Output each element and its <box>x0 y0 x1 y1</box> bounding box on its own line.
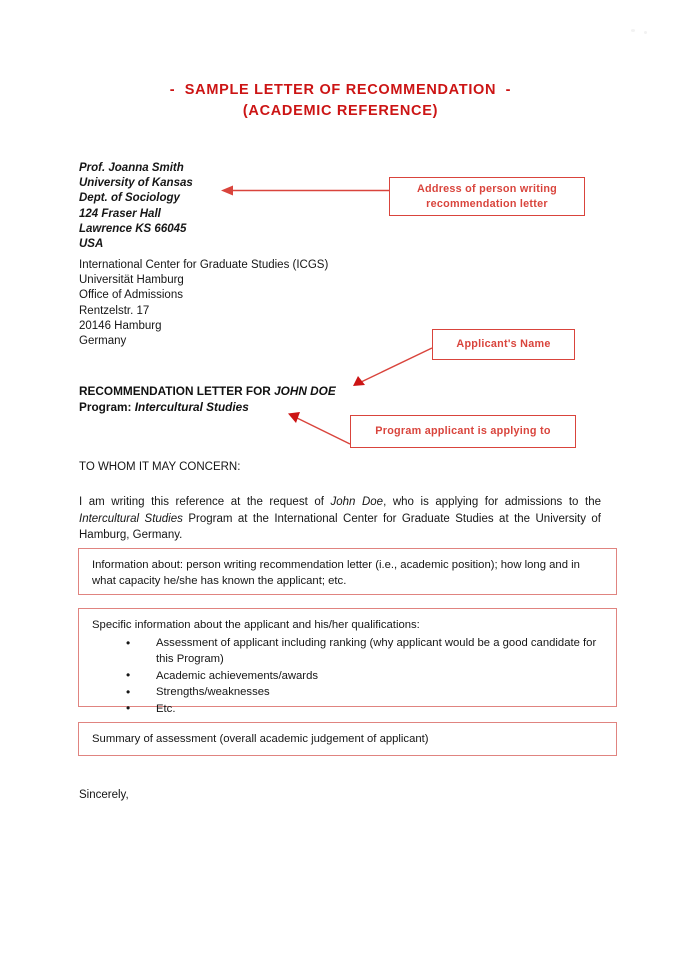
sender-address-line: 124 Fraser Hall <box>79 207 161 220</box>
callout-address-of-writer <box>389 177 585 216</box>
intro-text-part-1: I am writing this reference at the request of <box>79 496 331 508</box>
recommendation-heading <box>79 383 336 415</box>
arrow-to-program-name <box>288 412 350 444</box>
qualification-bullet-list <box>92 635 604 717</box>
recipient-address-line: International Center for Graduate Studies (ICGS) <box>79 259 329 271</box>
arrow-to-applicant-name <box>353 348 432 386</box>
intro-program-name: Intercultural Studies <box>79 512 183 525</box>
list-item: • Academic achievements/awards <box>126 668 604 684</box>
sender-address-line: Lawrence KS 66045 <box>79 222 187 235</box>
recommendation-program-line <box>79 399 336 415</box>
instruction-box-summary <box>78 722 617 756</box>
callout-program-applying-to <box>350 415 576 448</box>
recipient-address-line: 20146 Hamburg <box>79 319 162 332</box>
salutation: TO WHOM IT MAY CONCERN: <box>79 461 241 473</box>
recipient-address-line: Rentzelstr. 17 <box>79 304 150 317</box>
sender-address-line: University of Kansas <box>79 177 193 190</box>
signoff: Sincerely, <box>79 789 129 801</box>
program-label: Program: <box>79 400 135 414</box>
recommendation-label: RECOMMENDATION LETTER FOR <box>79 384 275 398</box>
intro-text-part-2: , who is applying for admissions to the <box>383 496 601 508</box>
callout-text: Address of person writing recommendation letter <box>416 182 558 210</box>
intro-paragraph <box>79 494 601 544</box>
callout-text: Applicant's Name <box>456 338 551 350</box>
list-item: • Strengths/weaknesses <box>126 684 604 700</box>
intro-applicant-name: John Doe <box>330 496 384 508</box>
title-line-1: - SAMPLE LETTER OF RECOMMENDATION - <box>169 82 512 98</box>
instruction-intro: Specific information about the applicant and his/her qualifications: <box>92 619 420 631</box>
instruction-box-applicant-qualifications <box>78 608 617 715</box>
list-item: • Etc. <box>126 701 604 717</box>
callout-applicants-name <box>432 329 575 360</box>
recipient-address-line: Universität Hamburg <box>79 274 184 287</box>
intro-text-part-3: Program at the International Center for Graduate Studies at the University of Hamburg, Germany. <box>79 512 602 541</box>
scan-artifact <box>644 31 647 34</box>
recommendation-subject-line <box>79 383 336 399</box>
sender-address-line: Dept. of Sociology <box>79 192 180 205</box>
arrow-to-sender-address <box>221 186 389 196</box>
title-line-2: (ACADEMIC REFERENCE) <box>242 103 439 119</box>
scan-artifact <box>631 29 635 32</box>
callout-text: Program applicant is applying to <box>375 425 551 437</box>
sender-address-line: Prof. Joanna Smith <box>79 162 184 174</box>
recipient-address-block <box>79 258 328 349</box>
document-title <box>0 80 681 122</box>
recipient-address-line: Office of Admissions <box>79 289 183 302</box>
applicant-name: JOHN DOE <box>274 384 336 398</box>
recipient-address-line: Germany <box>79 335 127 348</box>
sender-address-line: USA <box>79 238 104 251</box>
sender-address-block <box>79 161 193 252</box>
list-item: • Assessment of applicant including ranking (why applicant would be a good candidate for this Program) <box>126 635 604 667</box>
instruction-text: Summary of assessment (overall academic judgement of applicant) <box>92 733 429 745</box>
instruction-box-writer-info <box>78 548 617 595</box>
instruction-text: Information about: person writing recommendation letter (i.e., academic position); how long and in what capacity he/she has known the applicant; etc. <box>92 559 580 587</box>
program-name: Intercultural Studies <box>134 400 249 414</box>
